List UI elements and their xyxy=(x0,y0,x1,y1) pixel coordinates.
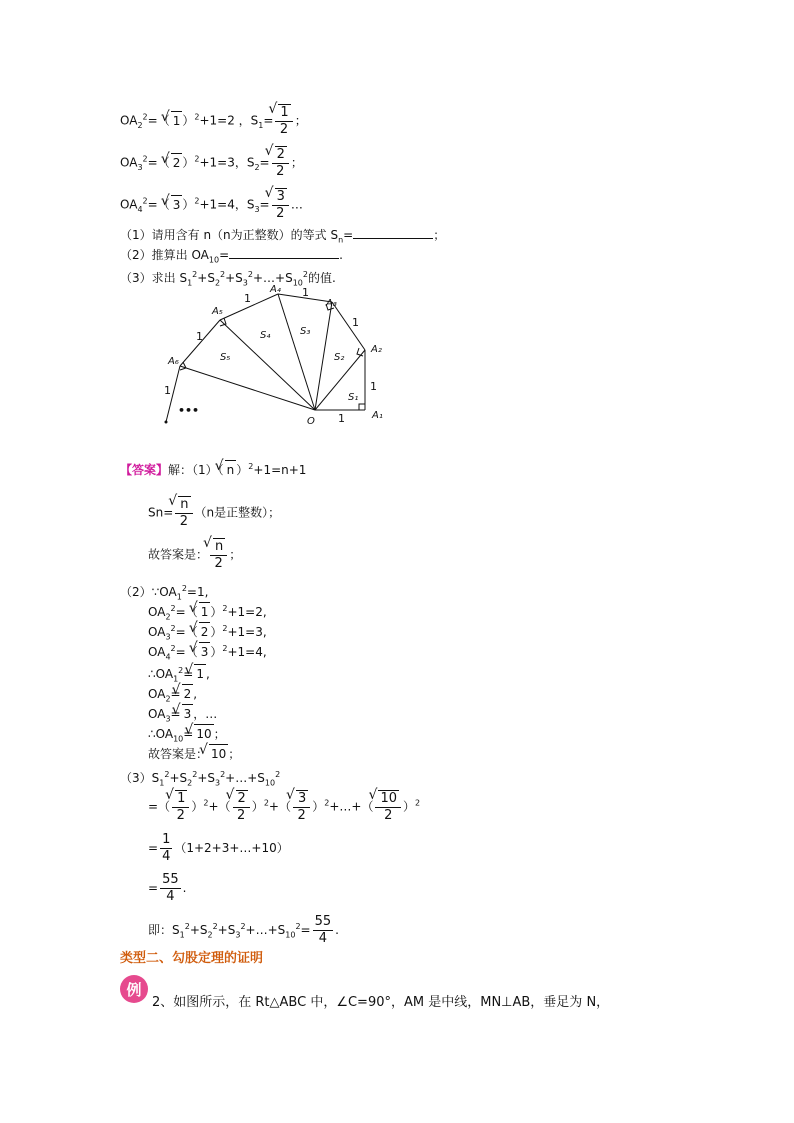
label-S4: S₄ xyxy=(260,330,271,341)
question-2: （2）推算出 $OA_{10}=$ . xyxy=(120,248,343,265)
spiral-figure xyxy=(160,282,400,432)
label-O: O xyxy=(307,416,315,427)
answer-2-result: 故答案是：√ 10 ； xyxy=(148,744,240,763)
svg-text:1: 1 xyxy=(244,292,251,305)
example-text: 2、如图所示，在 Rt△ABC 中，∠C=90°，AM 是中线，MN⊥AB，垂足为 N， xyxy=(152,995,610,1010)
question-3: （3）求出 $S_1^2+S_2^2+S_3^2+\dots+S_{10}^2$的值. xyxy=(120,270,336,288)
example-badge: 例 xyxy=(120,975,148,1003)
answer-3-result: = $\frac{55}{4}$ . xyxy=(148,872,187,904)
answer-2-d1: $\therefore OA_1^2=√$ 1 , xyxy=(148,662,210,688)
svg-text:1: 1 xyxy=(196,330,203,343)
answer-2-head: $(2)\because OA_1^2=1$, xyxy=(120,584,209,602)
svg-text:1: 1 xyxy=(370,380,377,393)
label-A1: A₁ xyxy=(372,410,383,421)
label-S5: S₅ xyxy=(220,352,231,363)
label-S2: S₂ xyxy=(334,352,345,363)
svg-text:•••: ••• xyxy=(178,404,200,417)
answer-2-d3: $OA_3=√$ 3 ，… xyxy=(148,704,217,728)
svg-text:1: 1 xyxy=(164,384,171,397)
answer-2-d4: $\therefore OA_{10}=√$ 10 ； xyxy=(148,724,226,748)
svg-text:1: 1 xyxy=(338,412,345,425)
label-A4: A₄ xyxy=(270,284,281,295)
answer-3-quarter: = $\frac{1}{4}$ （1+2+3+…+10） xyxy=(148,832,289,864)
intro-line-3: $OA_4^2=(√$ 3 ）$^2$+1=4，$S_3=$ √ $\frac{3}{2}$ … xyxy=(120,188,303,222)
answer-3-final: 即：$S_1^2+S_2^2+S_3^2+\dots+S_{10}^2=$ $\frac{55}{4}$ . xyxy=(148,914,339,946)
answer-2-b: $OA_3^2=(√$ 2 ）$^2$+1=3, xyxy=(148,620,267,646)
answer-part1: 【答案】解：（1）（√ n ）$^2$+1=n+1 xyxy=(120,458,306,479)
answer-3-head: $(3)S_1^2+S_2^2+S_3^2+\dots+S_{10}^2$ xyxy=(120,770,281,788)
answer-2-d2: $OA_2=√$ 2 , xyxy=(148,684,197,708)
label-A3: A₃ xyxy=(326,298,337,309)
label-A2: A₂ xyxy=(371,344,382,355)
label-A5: A₅ xyxy=(212,306,223,317)
answer-2-a: $OA_2^2=(√$ 1 ）$^2$+1=2, xyxy=(148,600,267,626)
svg-text:1: 1 xyxy=(302,286,309,299)
question-1: （1）请用含有 n（n为正整数）的等式 $S_n=$ ； xyxy=(120,228,446,245)
type-heading: 类型二、勾股定理的证明 xyxy=(120,951,264,966)
intro-line-2: $OA_3^2=(√$ 2 ）$^2$+1=3，$S_2=$ √ $\frac{2}{2}$ ； xyxy=(120,146,303,180)
label-A6: A₆ xyxy=(168,356,179,367)
answer-1-result: 故答案是： √ $\frac{n}{2}$ ； xyxy=(148,538,241,572)
answer-3-expand: =（ √ $\frac{1}{2}$ ）$^2$+（ √ $\frac{2}{2}$ ）$^2$+（ √ $\frac{3}{2}$ ）$^2$+…+（ √ $\frac{10}{2}$ ）$^2$ xyxy=(148,790,420,824)
svg-text:1: 1 xyxy=(352,316,359,329)
answer-2-c: $OA_4^2=(√$ 3 ）$^2$+1=4, xyxy=(148,640,267,666)
answer-sn: Sn= √ $\frac{n}{2}$ （n是正整数）； xyxy=(148,496,280,530)
label-S3: S₃ xyxy=(300,326,311,337)
label-S1: S₁ xyxy=(348,392,359,403)
intro-line-1: $OA_2^2=(√$ 1 ）$^2$+1=2 ，$S_1=$ √ $\frac{1}{2}$ ； xyxy=(120,104,307,138)
